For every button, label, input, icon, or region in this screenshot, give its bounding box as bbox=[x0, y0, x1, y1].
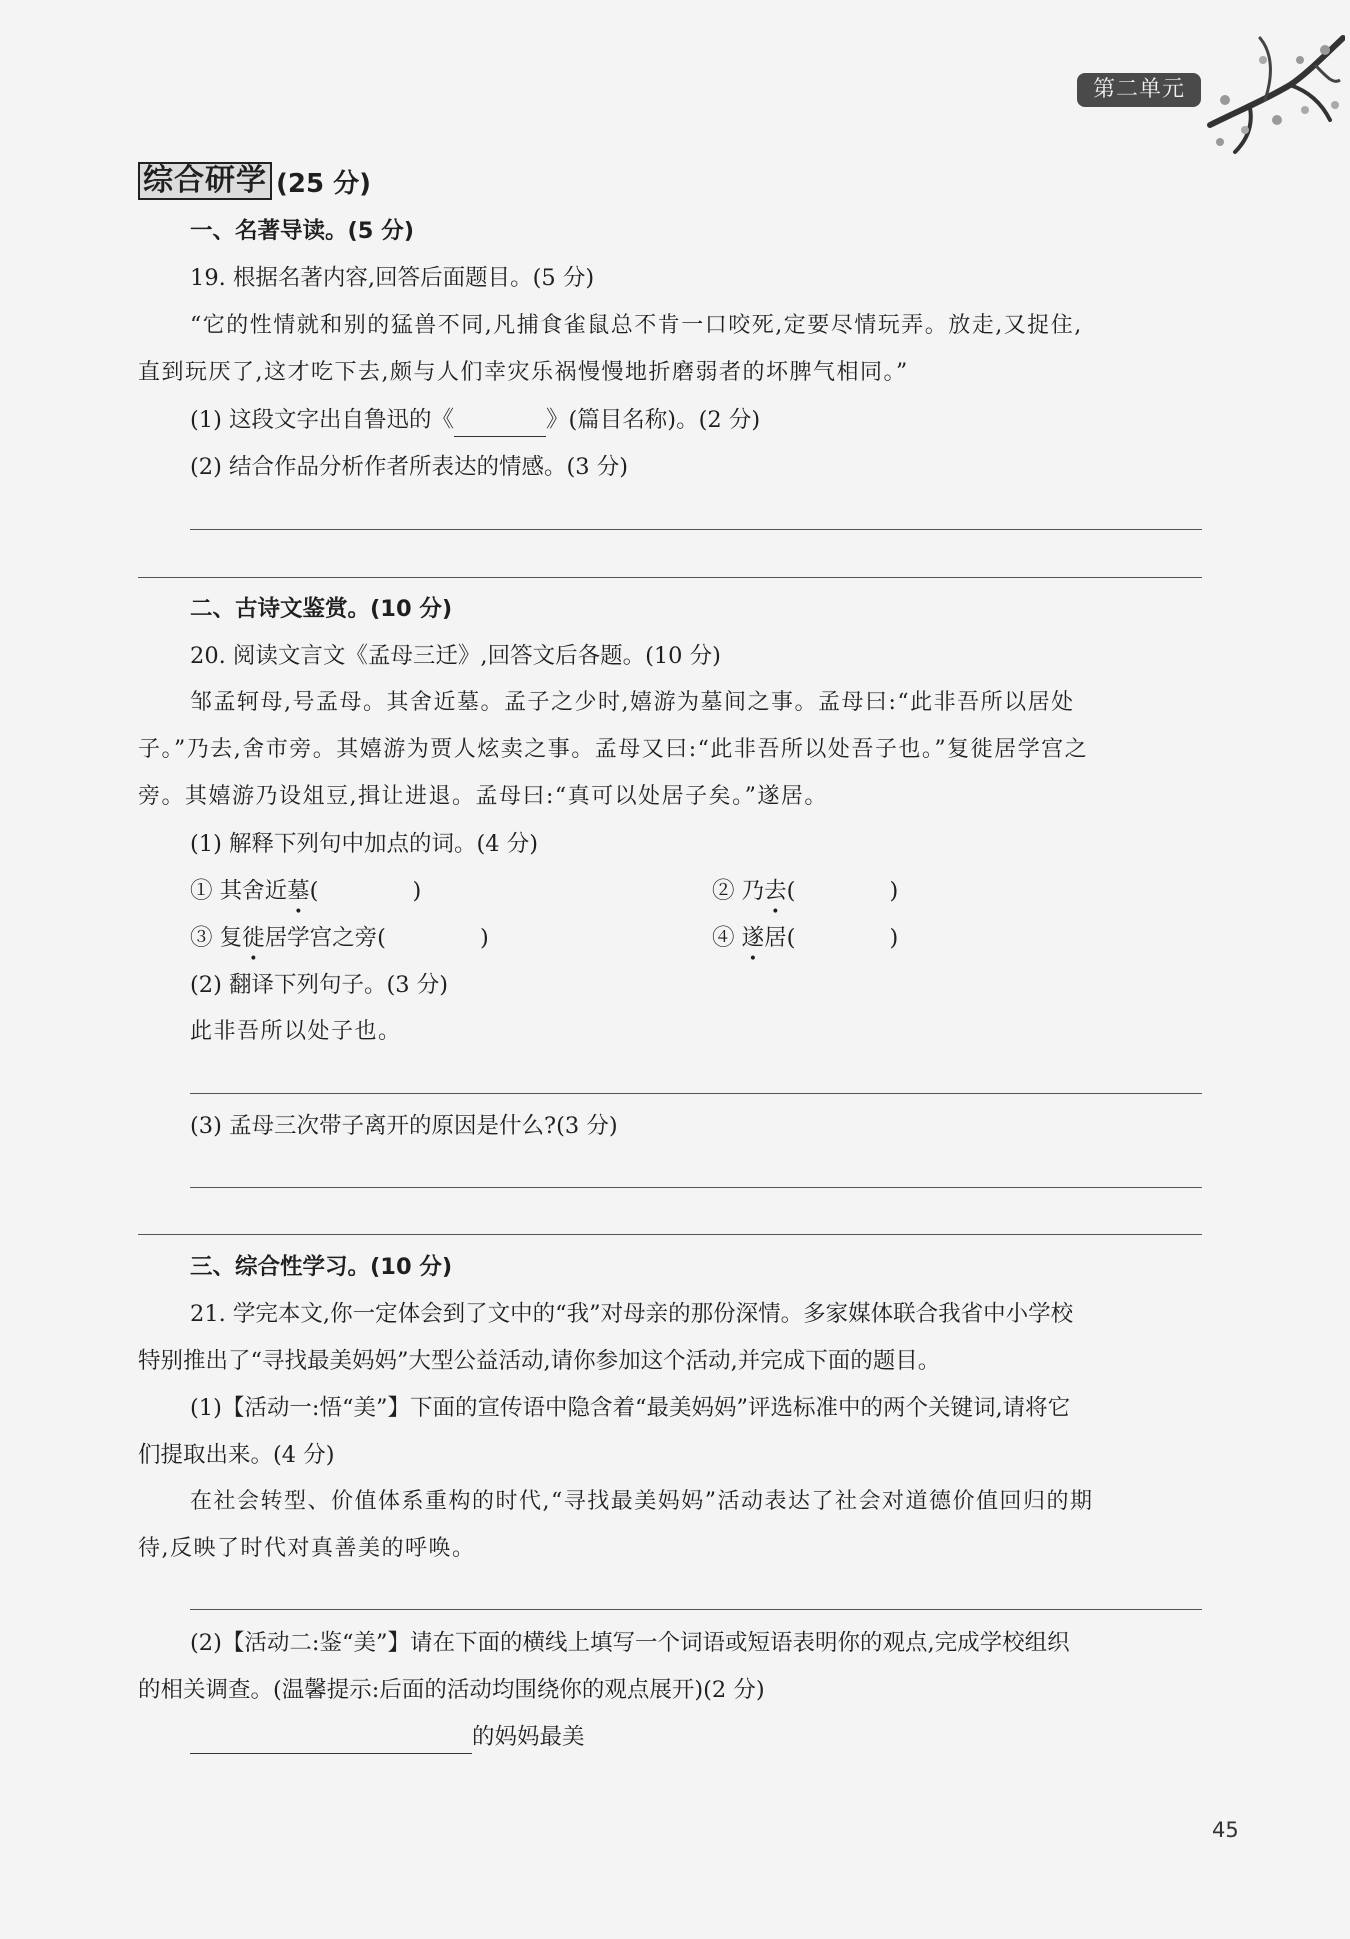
opinion-fill-line bbox=[190, 1721, 585, 1754]
part1-heading: 一、名著导读。(5 分) bbox=[190, 218, 415, 244]
vocab-item-4-suffix: 居( bbox=[764, 925, 796, 951]
vocab-item-3-suffix: 居学宫之旁( bbox=[264, 925, 386, 951]
classical-text-line-3: 旁。其嬉游乃设俎豆,揖让进退。孟母曰:“真可以处居子矣。”遂居。 bbox=[138, 784, 828, 809]
opinion-blank[interactable] bbox=[190, 1721, 472, 1754]
vocab-item-1-suffix: ( bbox=[309, 878, 319, 904]
question-19-2: (2) 结合作品分析作者所表达的情感。(3 分) bbox=[190, 454, 629, 480]
activity-2-line-1: (2)【活动二:鉴“美”】请在下面的横线上填写一个词语或短语表明你的观点,完成学校组织 bbox=[190, 1630, 1070, 1656]
answer-line[interactable] bbox=[190, 1187, 1202, 1188]
answer-line[interactable] bbox=[190, 1093, 1202, 1094]
part2-heading: 二、古诗文鉴赏。(10 分) bbox=[190, 596, 453, 622]
question-20: 20. 阅读文言文《孟母三迁》,回答文后各题。(10 分) bbox=[190, 643, 721, 669]
quote-line-1: “它的性情就和别的猛兽不同,凡捕食雀鼠总不肯一口咬死,定要尽情玩弄。放走,又捉住, bbox=[190, 313, 1083, 338]
answer-line[interactable] bbox=[138, 577, 1202, 578]
close-paren: ) bbox=[412, 878, 422, 904]
vocab-item-3-prefix: ③ 复 bbox=[190, 925, 243, 951]
part3-heading: 三、综合性学习。(10 分) bbox=[190, 1254, 453, 1280]
activity-1-line-2: 们提取出来。(4 分) bbox=[138, 1442, 335, 1468]
sentence-to-translate: 此非吾所以处子也。 bbox=[190, 1019, 402, 1044]
classical-text-line-1: 邹孟轲母,号孟母。其舍近墓。孟子之少时,嬉游为墓间之事。孟母曰:“此非吾所以居处 bbox=[190, 690, 1075, 715]
vocab-item-2-prefix: ② 乃 bbox=[712, 878, 765, 904]
question-19: 19. 根据名著内容,回答后面题目。(5 分) bbox=[190, 265, 595, 291]
close-paren: ) bbox=[889, 878, 899, 904]
question-20-1: (1) 解释下列句中加点的词。(4 分) bbox=[190, 831, 539, 857]
question-20-2: (2) 翻译下列句子。(3 分) bbox=[190, 972, 449, 998]
activity-2-line-2: 的相关调查。(温馨提示:后面的活动均围绕你的观点展开)(2 分) bbox=[138, 1677, 765, 1703]
vocab-item-4-prefix: ④ bbox=[712, 925, 742, 951]
answer-line[interactable] bbox=[190, 1609, 1202, 1610]
answer-line[interactable] bbox=[190, 529, 1202, 530]
dotted-word: 遂 bbox=[741, 925, 765, 951]
answer-line[interactable] bbox=[138, 1234, 1202, 1235]
question-21-line-2: 特别推出了“寻找最美妈妈”大型公益活动,请你参加这个活动,并完成下面的题目。 bbox=[138, 1348, 941, 1374]
opinion-suffix: 的妈妈最美 bbox=[472, 1724, 585, 1750]
unit-label: 第二单元 bbox=[1077, 73, 1201, 107]
dotted-word: 去 bbox=[764, 878, 787, 904]
section-score: (25 分) bbox=[276, 169, 371, 199]
dotted-word: 徙 bbox=[242, 925, 265, 951]
activity-1-line-1: (1)【活动一:悟“美”】下面的宣传语中隐含着“最美妈妈”评选标准中的两个关键词,请将它 bbox=[190, 1395, 1071, 1421]
question-19-1-prefix: (1) 这段文字出自鲁迅的《 bbox=[190, 407, 455, 433]
title-blank[interactable] bbox=[454, 404, 546, 437]
question-19-1 bbox=[190, 404, 760, 437]
quote-line-2: 直到玩厌了,这才吃下去,颇与人们幸灾乐祸慢慢地折磨弱者的坏脾气相同。” bbox=[138, 360, 909, 385]
vocab-item-1-prefix: ① 其舍近 bbox=[190, 878, 288, 904]
vocab-item-4 bbox=[712, 922, 898, 954]
vocab-item-1 bbox=[190, 875, 421, 907]
classical-text-line-2: 子。”乃去,舍市旁。其嬉游为贾人炫卖之事。孟母又曰:“此非吾所以处吾子也。”复徙居学宫之 bbox=[138, 737, 1089, 762]
slogan-line-2: 待,反映了时代对真善美的呼唤。 bbox=[138, 1536, 476, 1561]
vocab-item-2 bbox=[712, 875, 898, 907]
page-number: 45 bbox=[1212, 1818, 1239, 1842]
close-paren: ) bbox=[479, 925, 489, 951]
vocab-item-3 bbox=[190, 922, 489, 954]
question-20-3: (3) 孟母三次带子离开的原因是什么?(3 分) bbox=[190, 1113, 618, 1139]
question-19-1-suffix: 》(篇目名称)。(2 分) bbox=[546, 407, 761, 433]
section-title bbox=[138, 160, 371, 200]
section-title-text: 综合研学 bbox=[138, 162, 272, 200]
question-21-line-1: 21. 学完本文,你一定体会到了文中的“我”对母亲的那份深情。多家媒体联合我省中小学校 bbox=[190, 1301, 1074, 1327]
slogan-line-1: 在社会转型、价值体系重构的时代,“寻找最美妈妈”活动表达了社会对道德价值回归的期 bbox=[190, 1489, 1094, 1514]
dotted-word: 墓 bbox=[287, 878, 310, 904]
plum-branch-decoration bbox=[1205, 30, 1345, 160]
vocab-item-2-suffix: ( bbox=[786, 878, 796, 904]
close-paren: ) bbox=[889, 925, 899, 951]
